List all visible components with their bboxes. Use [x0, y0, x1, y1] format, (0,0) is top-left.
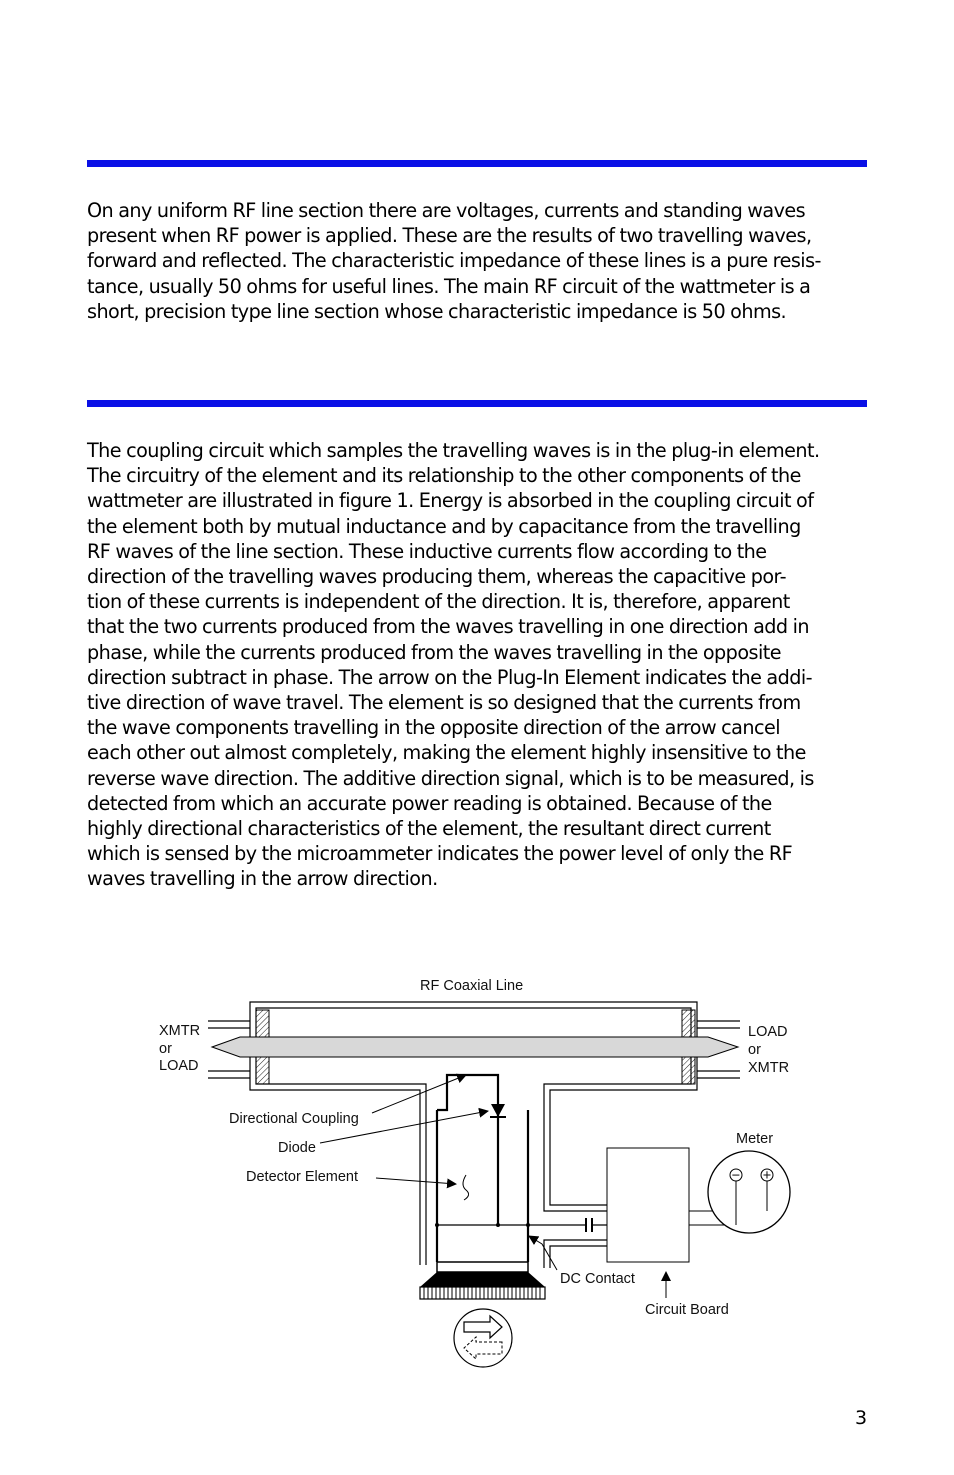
text-line: reverse wave direction. The additive direction signal, which is to be measured, is: [87, 766, 814, 790]
right-insulator-bottom: [682, 1057, 695, 1084]
page-number: 3: [855, 1407, 868, 1429]
text-line: tion of these currents is independent of the direction. It is, therefore, apparent: [87, 590, 790, 614]
label-diode: Diode: [278, 1140, 316, 1156]
label-right-port: LOAD: [748, 1024, 788, 1040]
text-line: the wave components travelling in the opposite direction of the arrow cancel: [87, 716, 781, 740]
right-insulator-top: [682, 1010, 695, 1037]
text-line: each other out almost completely, making the element highly insensitive to the: [87, 741, 806, 765]
label-meter: Meter: [736, 1131, 774, 1147]
meter: [708, 1151, 790, 1233]
text-line: RF waves of the line section. These inductive currents flow according to the: [87, 539, 767, 563]
label-directional-coupling: Directional Coupling: [229, 1111, 359, 1127]
text-line: direction of the travelling waves producing them, whereas the capacitive por-: [87, 565, 787, 589]
label-left-port: XMTR: [159, 1023, 201, 1039]
label-detector-element: Detector Element: [246, 1169, 359, 1185]
left-insulator-bottom: [256, 1057, 269, 1084]
text-line: direction subtract in phase. The arrow on the Plug-In Element indicates the addi-: [87, 665, 812, 689]
left-insulator-top: [256, 1010, 269, 1037]
label-right-port: XMTR: [748, 1060, 790, 1076]
wattmeter-diagram: [0, 960, 954, 1380]
circuit-board: [607, 1148, 689, 1262]
text-line: that the two currents produced from the waves travelling in one direction add in: [87, 615, 809, 639]
text-line: present when RF power is applied. These are the results of two travelling waves,: [87, 224, 812, 248]
meter-minus-sign: −: [731, 1168, 741, 1184]
label-circuit-board: Circuit Board: [645, 1302, 729, 1318]
text-line: The coupling circuit which samples the travelling waves is in the plug-in element.: [87, 439, 820, 462]
text-line: the element both by mutual inductance and by capacitance from the travelling: [87, 514, 801, 538]
text-line: short, precision type line section whose characteristic impedance is 50 ohms.: [87, 299, 787, 323]
section-rule-1: [87, 160, 867, 167]
paragraph-line-section: [87, 198, 877, 324]
coupling-loop: [437, 1075, 528, 1262]
element-body: [420, 1262, 545, 1299]
label-left-port: or: [159, 1041, 172, 1057]
text-line: detected from which an accurate power reading is obtained. Because of the: [87, 791, 772, 815]
detector-squiggle: [463, 1175, 469, 1200]
text-line: tive direction of wave travel. The element is so designed that the currents from: [87, 691, 801, 715]
label-left-port: LOAD: [159, 1058, 199, 1074]
label-rf-coaxial-line: RF Coaxial Line: [420, 978, 524, 994]
text-line: On any uniform RF line section there are voltages, currents and standing waves: [87, 199, 806, 222]
label-right-port: or: [748, 1042, 761, 1058]
label-dc-contact: DC Contact: [560, 1271, 635, 1287]
text-line: The circuitry of the element and its relationship to the other components of the: [87, 464, 801, 488]
direction-arrow-icon: [454, 1309, 512, 1367]
text-line: which is sensed by the microammeter indicates the power level of only the RF: [87, 842, 793, 866]
meter-plus-sign: +: [762, 1168, 772, 1184]
text-line: tance, usually 50 ohms for useful lines. The main RF circuit of the wattmeter is a: [87, 274, 811, 298]
section-rule-2: [87, 400, 867, 407]
diode-symbol: [491, 1104, 505, 1117]
text-line: phase, while the currents produced from the waves travelling in the opposite: [87, 640, 781, 664]
inner-conductor: [212, 1037, 738, 1057]
text-line: highly directional characteristics of the element, the resultant direct current: [87, 817, 771, 841]
paragraph-coupling-circuit: [87, 438, 877, 892]
text-line: waves travelling in the arrow direction.: [87, 867, 438, 891]
text-line: wattmeter are illustrated in figure 1. Energy is absorbed in the coupling circuit of: [87, 489, 814, 513]
text-line: forward and reflected. The characteristic impedance of these lines is a pure resis-: [87, 249, 821, 273]
